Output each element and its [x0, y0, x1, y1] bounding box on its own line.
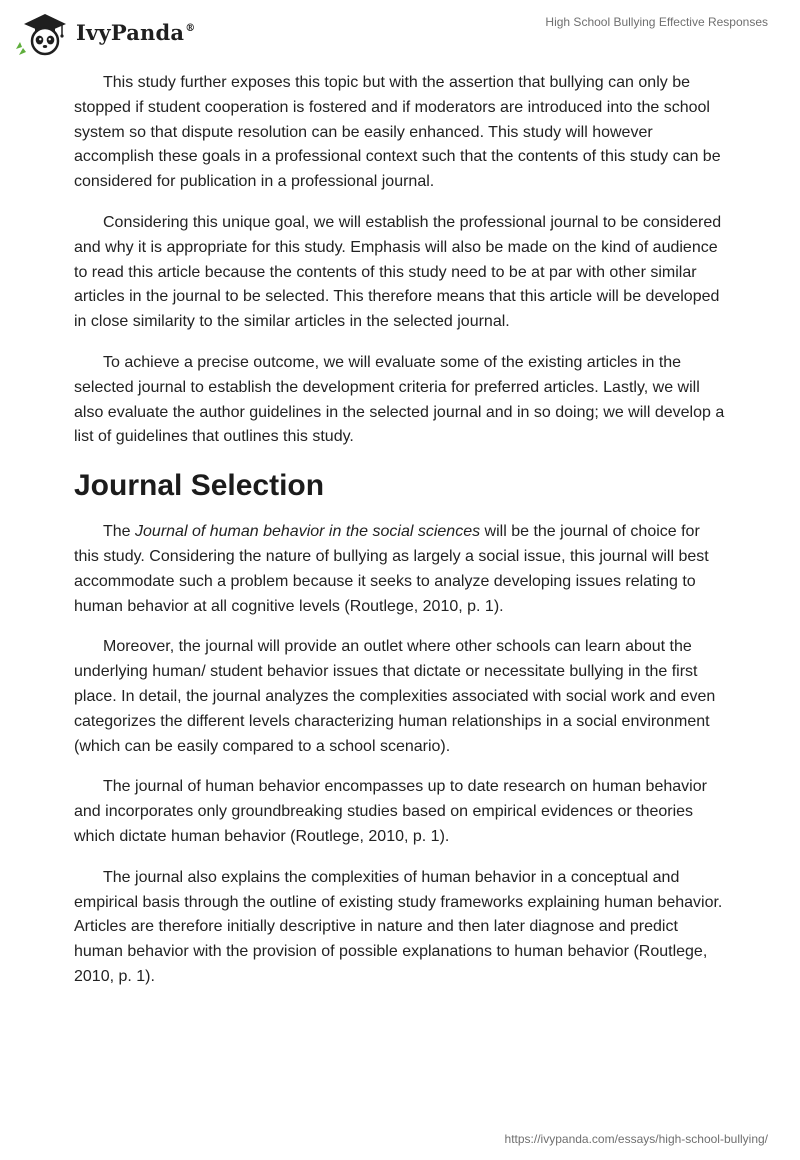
- logo-wordmark: [76, 20, 195, 45]
- paragraph: Considering this unique goal, we will establish the professional journal to be considered and why it is appropriate for this study. Emphasis will also be made on the kind of audience to read this article because the contents of this study need to be at par with other similar articles in the journal to be selected. This therefore means that this article will be developed in close similarity to the similar articles in the selected journal.: [74, 213, 722, 331]
- paragraph: The journal also explains the complexities of human behavior in a conceptual and empirical basis through the outline of existing study frameworks explaining human behavior. Articles are therefore initially descriptive in nature and then later diagnose and predict human behavior with the provision of possible explanations to human behavior (Routlege, 2010, p. 1).: [74, 868, 723, 985]
- document-title: High School Bullying Effective Responses: [545, 15, 768, 29]
- ivypanda-logo[interactable]: [14, 8, 195, 56]
- paragraph-rest: will be the journal of choice for this study. Considering the nature of bullying as largely a social issue, this journal will best accommodate such a problem because it seeks to analyze developing issues relating to human behavior at all cognitive levels (Routlege, 2010, p. 1).: [74, 523, 709, 615]
- logo-text: IvyPanda: [76, 19, 185, 45]
- journal-title: Journal of human behavior in the social sciences: [135, 523, 481, 541]
- section-heading: Journal Selection: [74, 469, 325, 503]
- registered-mark: ®: [185, 22, 196, 34]
- paragraph-lead: The: [103, 523, 136, 541]
- paragraph: The journal of human behavior encompasses up to date research on human behavior and incorporates only groundbreaking studies based on empirical evidences or theories which dictate human behavior (Routlege, 2010, p. 1).: [74, 778, 707, 845]
- paragraph: To achieve a precise outcome, we will evaluate some of the existing articles in the selected journal to establish the development criteria for preferred articles. Lastly, we will also evaluate the author guidelines in the selected journal and in so doing; we will develop a list of guidelines that outlines this study.: [74, 353, 725, 446]
- panda-logo-icon: [14, 8, 72, 56]
- paragraph: This study further exposes this topic but with the assertion that bullying can only be stopped if student cooperation is fostered and if moderators are introduced into the school system so that dispute resolution can be easily enhanced. This study will however accomplish these goals in a professional context such that the contents of this study can be considered for publication in a professional journal.: [74, 74, 721, 191]
- essay-body: [74, 71, 729, 1006]
- paragraph: Moreover, the journal will provide an outlet where other schools can learn about the underlying human/ student behavior issues that dictate or necessitate bullying in the first place. In detail, the journal analyzes the complexities associated with social work and even categorizes the different levels characterizing human relationships in a social environment (which can be easily compared to a school scenario).: [74, 638, 716, 755]
- paragraph: [74, 520, 729, 619]
- source-url[interactable]: https://ivypanda.com/essays/high-school-bullying/: [504, 1132, 768, 1146]
